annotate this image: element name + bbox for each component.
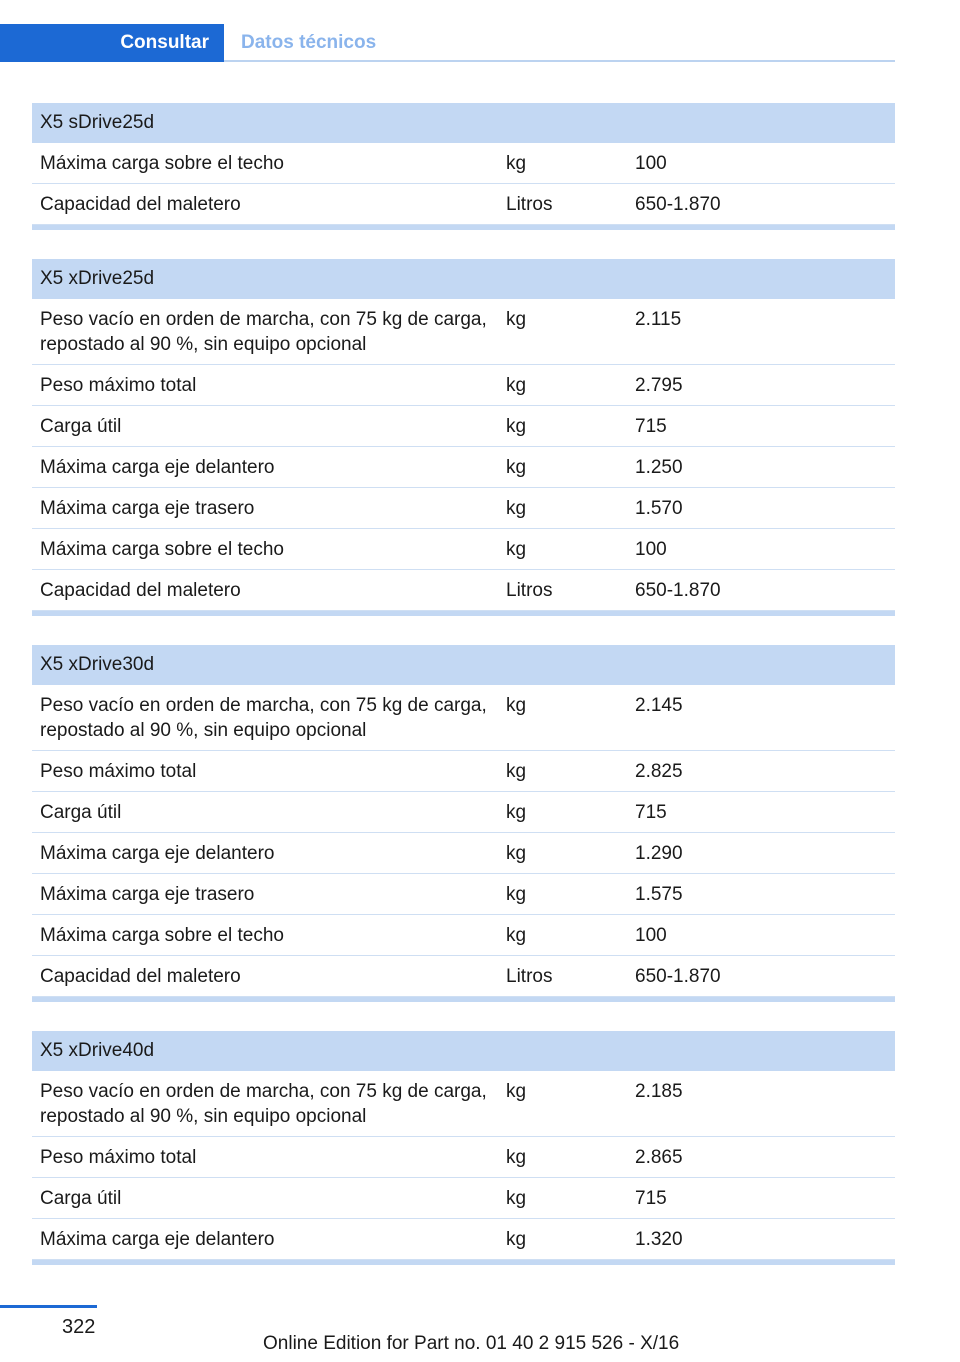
row-unit: kg [506, 695, 527, 716]
section-header [0, 24, 895, 62]
row-value: 715 [635, 802, 667, 823]
table-row [32, 406, 895, 447]
row-value: 715 [635, 1188, 667, 1209]
table-row [32, 570, 895, 611]
row-label: Peso máximo total [40, 1147, 197, 1168]
table-row [32, 529, 895, 570]
row-unit: kg [506, 802, 527, 823]
row-unit: Litros [506, 580, 553, 601]
row-value: 2.145 [635, 695, 683, 716]
table-row [32, 874, 895, 915]
row-unit: kg [506, 498, 527, 519]
row-value: 650-1.870 [635, 194, 721, 215]
spec-tables [32, 103, 895, 1265]
row-unit: kg [506, 416, 527, 437]
row-unit: kg [506, 153, 527, 174]
table-row [32, 956, 895, 997]
table-row [32, 1219, 895, 1260]
table-row [32, 143, 895, 184]
row-unit: kg [506, 309, 527, 330]
spec-table [32, 103, 895, 230]
row-value: 1.250 [635, 457, 683, 478]
row-value: 2.825 [635, 761, 683, 782]
row-label: Máxima carga sobre el techo [40, 925, 284, 946]
table-row [32, 1137, 895, 1178]
row-unit: kg [506, 539, 527, 560]
spec-table [32, 1031, 895, 1265]
row-label: Peso máximo total [40, 375, 197, 396]
row-unit: kg [506, 1147, 527, 1168]
table-row [32, 751, 895, 792]
table-end-rule [32, 225, 895, 230]
row-value: 1.570 [635, 498, 683, 519]
row-label: Carga útil [40, 1188, 122, 1209]
row-unit: kg [506, 457, 527, 478]
header-rule [224, 60, 895, 62]
row-value: 1.575 [635, 884, 683, 905]
row-label: Máxima carga eje trasero [40, 498, 255, 519]
row-value: 100 [635, 539, 667, 560]
row-label: Máxima carga eje trasero [40, 884, 255, 905]
row-label: Capacidad del maletero [40, 966, 241, 987]
row-value: 2.865 [635, 1147, 683, 1168]
table-row [32, 915, 895, 956]
row-unit: kg [506, 843, 527, 864]
row-label: Máxima carga eje delantero [40, 843, 275, 864]
row-value: 100 [635, 925, 667, 946]
row-unit: Litros [506, 966, 553, 987]
row-value: 2.115 [635, 309, 682, 330]
page-number-rule [0, 1305, 97, 1308]
table-row [32, 1071, 895, 1137]
tab-consultar[interactable]: Consultar [0, 24, 224, 62]
row-label: Máxima carga eje delantero [40, 457, 275, 478]
table-row [32, 833, 895, 874]
table-row [32, 447, 895, 488]
row-label: Máxima carga sobre el techo [40, 153, 284, 174]
model-header: X5 xDrive40d [32, 1031, 895, 1071]
row-label: Peso vacío en orden de marcha, con 75 kg de carga, repostado al 90 %, sin equipo opcional [40, 309, 487, 355]
row-value: 650-1.870 [635, 580, 721, 601]
row-label: Carga útil [40, 416, 122, 437]
row-unit: kg [506, 925, 527, 946]
row-unit: kg [506, 1188, 527, 1209]
spec-table [32, 645, 895, 1002]
table-row [32, 184, 895, 225]
row-label: Máxima carga eje delantero [40, 1229, 275, 1250]
spec-table [32, 259, 895, 616]
row-unit: Litros [506, 194, 553, 215]
row-unit: kg [506, 1229, 527, 1250]
row-label: Capacidad del maletero [40, 194, 241, 215]
row-label: Peso máximo total [40, 761, 197, 782]
row-value: 1.290 [635, 843, 683, 864]
row-label: Peso vacío en orden de marcha, con 75 kg de carga, repostado al 90 %, sin equipo opcional [40, 695, 487, 741]
model-header: X5 xDrive25d [32, 259, 895, 299]
table-end-rule [32, 997, 895, 1002]
tab-datos-tecnicos[interactable]: Datos técnicos [241, 32, 377, 53]
row-value: 2.185 [635, 1081, 683, 1102]
row-unit: kg [506, 761, 527, 782]
table-row [32, 488, 895, 529]
row-value: 1.320 [635, 1229, 683, 1250]
row-value: 715 [635, 416, 667, 437]
table-row [32, 685, 895, 751]
row-value: 2.795 [635, 375, 683, 396]
row-label: Carga útil [40, 802, 122, 823]
row-unit: kg [506, 884, 527, 905]
table-end-rule [32, 1260, 895, 1265]
edition-note: Online Edition for Part no. 01 40 2 915 526 - X/16 [263, 1333, 680, 1354]
row-value: 650-1.870 [635, 966, 721, 987]
row-value: 100 [635, 153, 667, 174]
table-row [32, 1178, 895, 1219]
model-header: X5 xDrive30d [32, 645, 895, 685]
row-unit: kg [506, 1081, 527, 1102]
row-label: Capacidad del maletero [40, 580, 241, 601]
page-number: 322 [62, 1316, 96, 1338]
row-unit: kg [506, 375, 527, 396]
row-label: Peso vacío en orden de marcha, con 75 kg de carga, repostado al 90 %, sin equipo opcional [40, 1081, 487, 1127]
row-label: Máxima carga sobre el techo [40, 539, 284, 560]
table-row [32, 792, 895, 833]
model-header: X5 sDrive25d [32, 103, 895, 143]
table-row [32, 299, 895, 365]
table-end-rule [32, 611, 895, 616]
table-row [32, 365, 895, 406]
